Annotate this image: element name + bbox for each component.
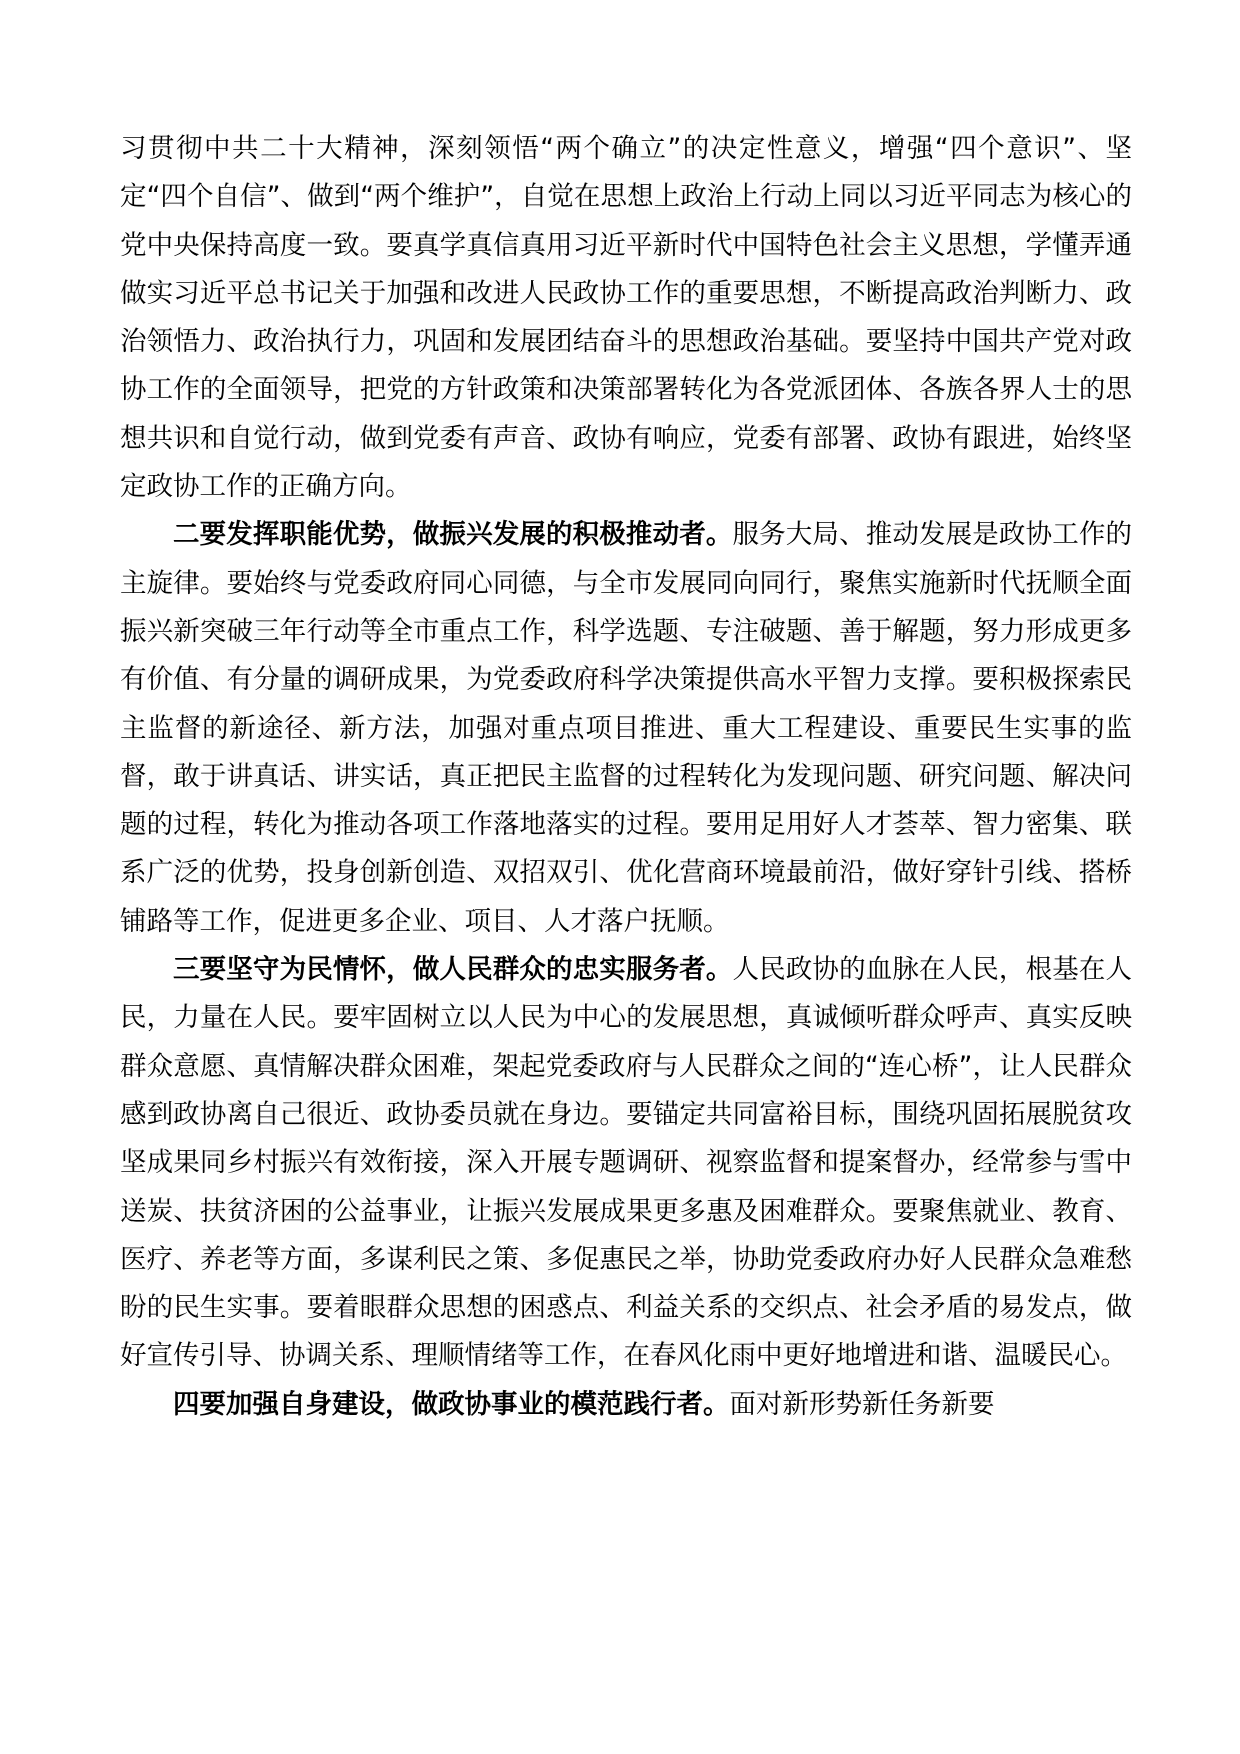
paragraph-2-text: 服务大局、推动发展是政协工作的主旋律。要始终与党委政府同心同德，与全市发展同向同行，聚焦实施新时代抚顺全面振兴新突破三年行动等全市重点工作，科学选题、专注破题、善于解题，努力形成更多有价值、有分量的调研成果，为党委政府科学决策提供高水平智力支撑。要积极探索民主监督的新途径、新方法，加强对重点项目推进、重大工程建设、重要民生实事的监督，敢于讲真话、讲实话，真正把民主监督的过程转化为发现问题、研究问题、解决问题的过程，转化为推动各项工作落地落实的过程。要用足用好人才荟萃、智力密集、联系广泛的优势，投身创新创造、双招双引、优化营商环境最前沿，做好穿针引线、搭桥铺路等工作，促进更多企业、项目、人才落户抚顺。 — [120, 519, 1132, 937]
paragraph-3-lead: 三要坚守为民情怀，做人民群众的忠实服务者。 — [173, 954, 733, 986]
paragraph-1 — [120, 125, 1132, 511]
paragraph-4-text: 面对新形势新任务新要 — [729, 1388, 995, 1420]
paragraph-2-lead: 二要发挥职能优势，做振兴发展的积极推动者。 — [173, 519, 733, 551]
paragraph-4-lead: 四要加强自身建设，做政协事业的模范践行者。 — [173, 1388, 730, 1420]
paragraph-2 — [120, 511, 1132, 946]
paragraph-1-text: 习贯彻中共二十大精神，深刻领悟“两个确立”的决定性意义，增强“四个意识”、坚定“四个自信”、做到“两个维护”，自觉在思想上政治上行动上同以习近平同志为核心的党中央保持高度一致。要真学真信真用习近平新时代中国特色社会主义思想，学懂弄通做实习近平总书记关于加强和改进人民政协工作的重要思想，不断提高政治判断力、政治领悟力、政治执行力，巩固和发展团结奋斗的思想政治基础。要坚持中国共产党对政协工作的全面领导，把党的方针政策和决策部署转化为各党派团体、各族各界人士的思想共识和自觉行动，做到党委有声音、政协有响应，党委有部署、政协有跟进，始终坚定政协工作的正确方向。 — [120, 133, 1132, 503]
paragraph-3-text: 人民政协的血脉在人民，根基在人民，力量在人民。要牢固树立以人民为中心的发展思想，真诚倾听群众呼声、真实反映群众意愿、真情解决群众困难，架起党委政府与人民群众之间的“连心桥”，让人民群众感到政协离自己很近、政协委员就在身边。要锚定共同富裕目标，围绕巩固拓展脱贫攻坚成果同乡村振兴有效衔接，深入开展专题调研、视察监督和提案督办，经常参与雪中送炭、扶贫济困的公益事业，让振兴发展成果更多惠及困难群众。要聚焦就业、教育、医疗、养老等方面，多谋利民之策、多促惠民之举，协助党委政府办好人民群众急难愁盼的民生实事。要着眼群众思想的困惑点、利益关系的交织点、社会矛盾的易发点，做好宣传引导、协调关系、理顺情绪等工作，在春风化雨中更好地增进和谐、温暖民心。 — [120, 954, 1132, 1372]
paragraph-3 — [120, 946, 1132, 1381]
paragraph-4 — [120, 1381, 1132, 1429]
document-body — [120, 125, 1132, 1429]
